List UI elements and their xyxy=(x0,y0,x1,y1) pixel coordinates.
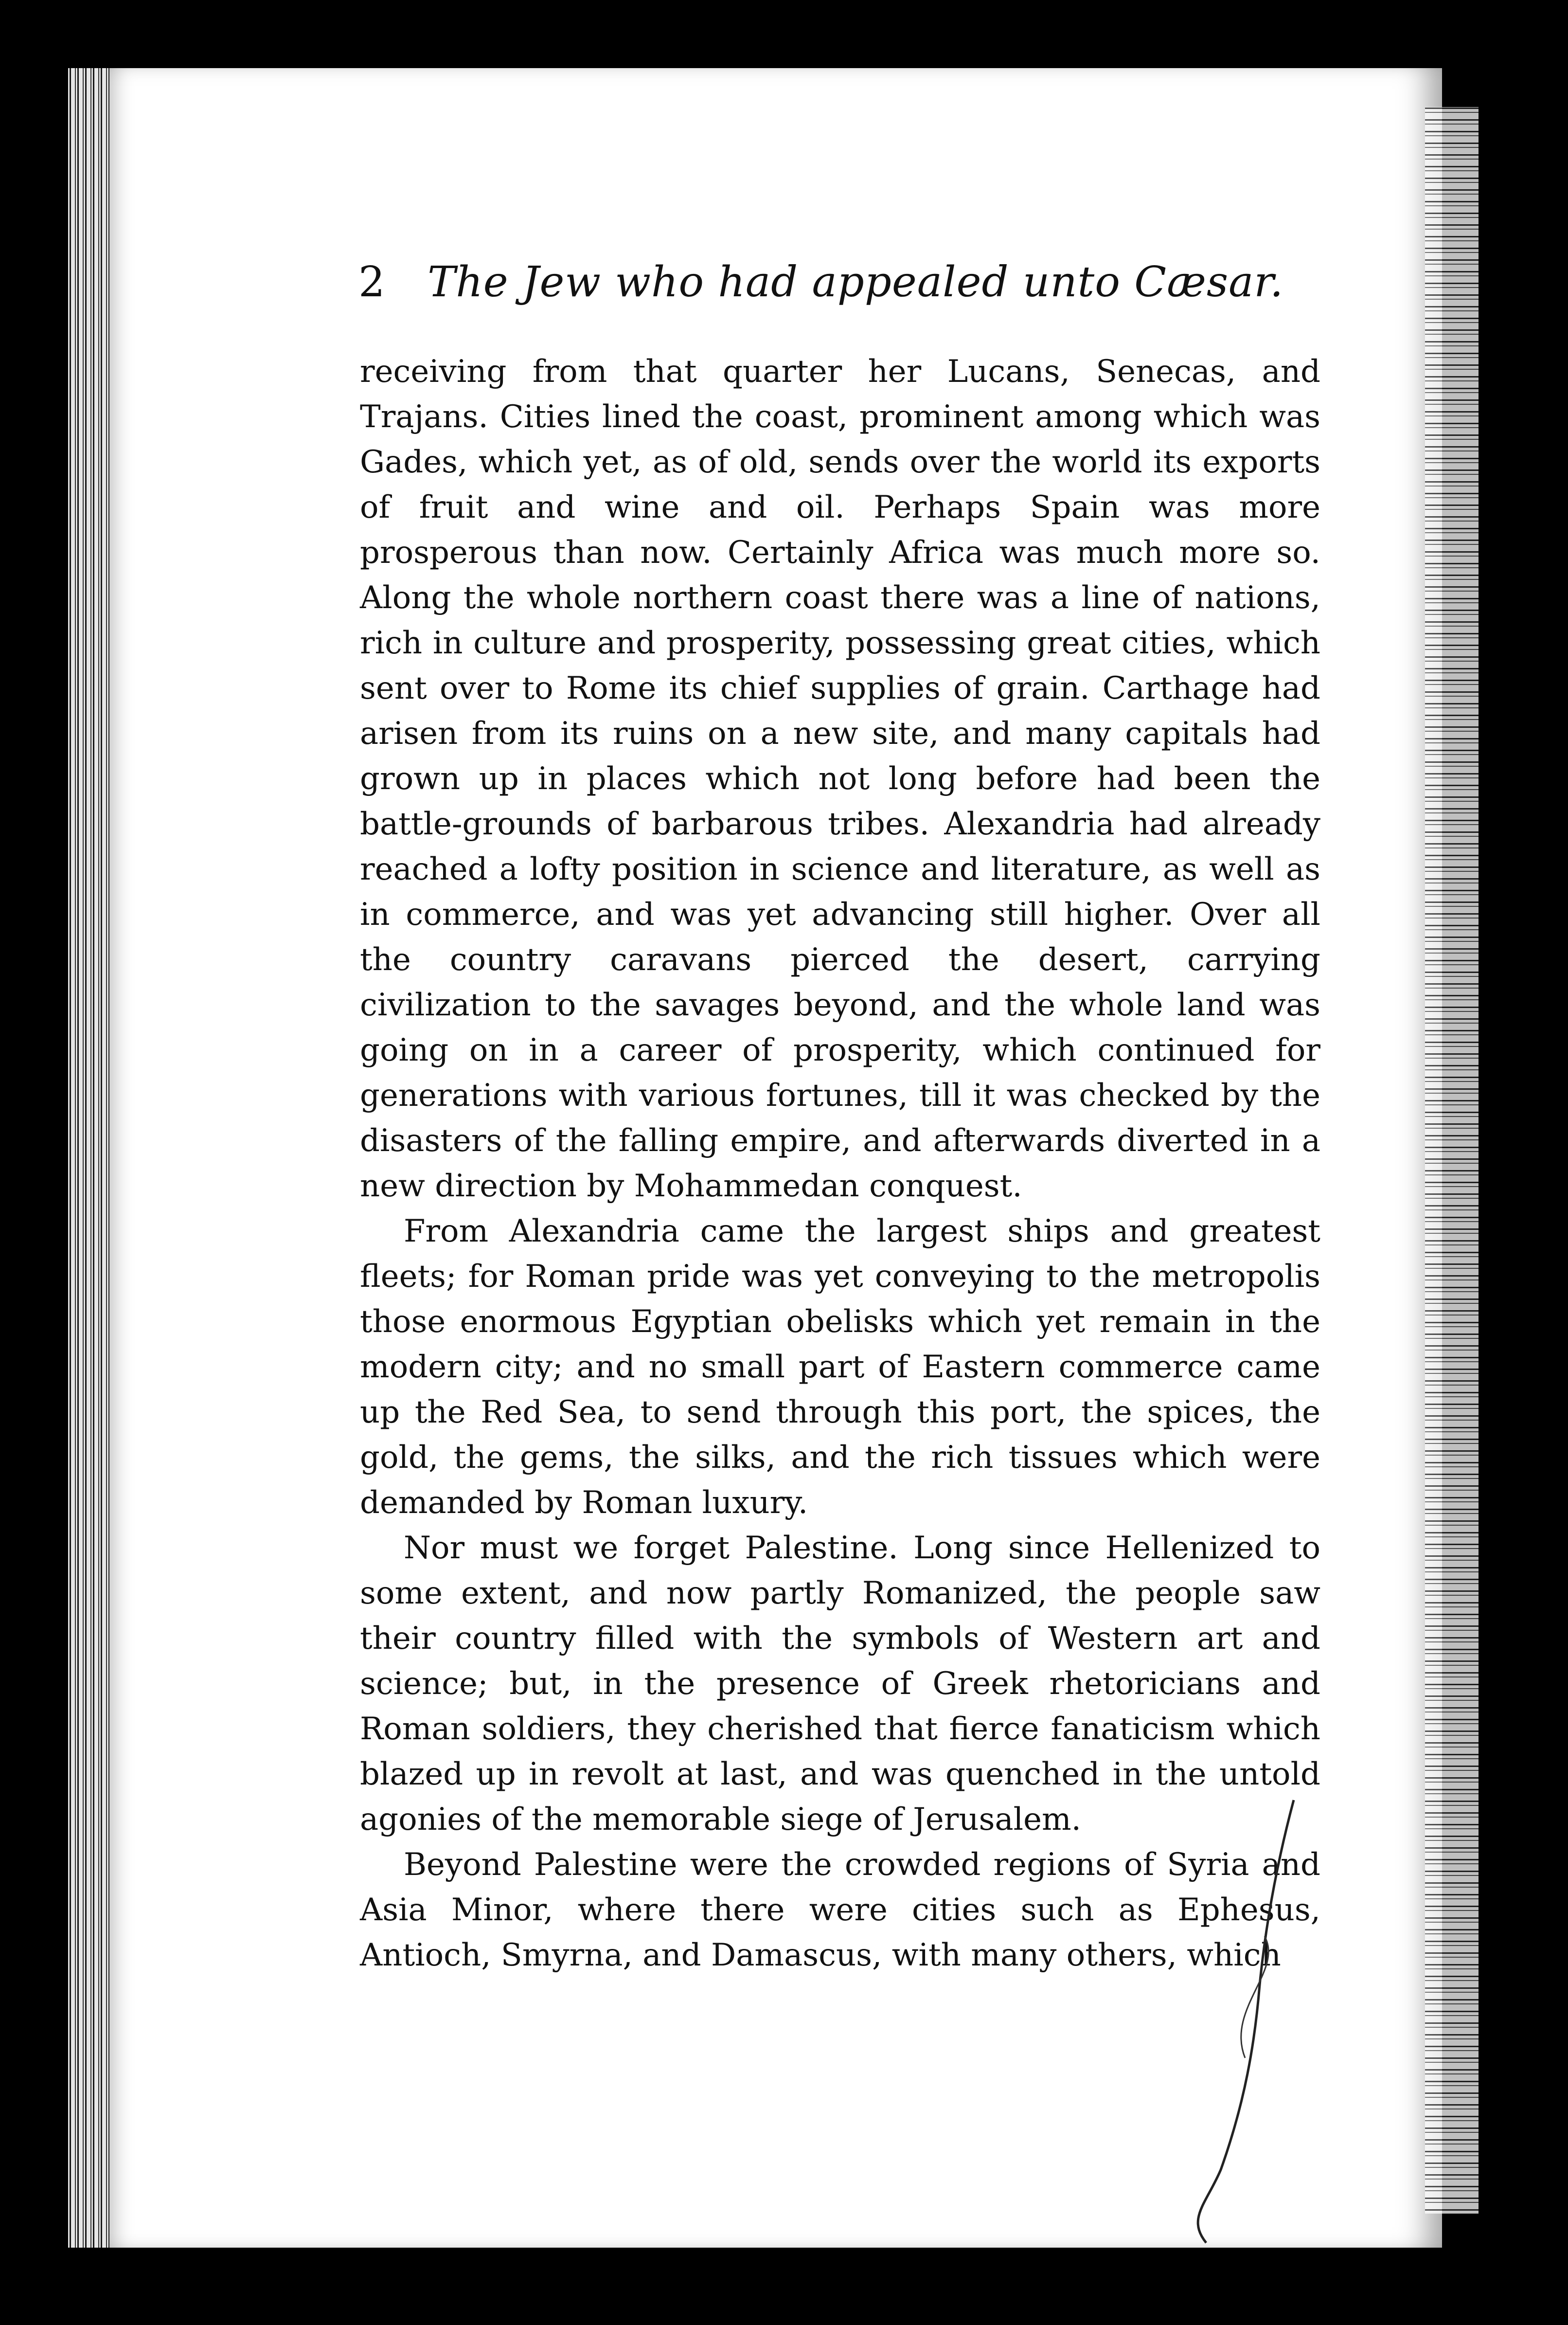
page-binding-edge xyxy=(68,68,112,2248)
page-fore-edge xyxy=(1425,107,1479,2214)
paragraph-2: From Alexandria came the largest ships and greatest fleets; for Roman pride was yet conveying to the metropolis those enormous Egyptian obelisks which yet remain in the modern city; and no small part of Eastern commerce came up the Red Sea, to send through this port, the spices, the gold, the gems, the silks, and the rich tissues which were demanded by Roman luxury. xyxy=(360,1213,1320,1521)
body-text xyxy=(360,349,1320,1978)
paragraph-4: Beyond Palestine were the crowded regions of Syria and Asia Minor, where there were cities such as Ephesus, Antioch, Smyrna, and Damascus, with many others, which xyxy=(360,1847,1320,1973)
page-number: 2 xyxy=(358,258,385,306)
running-header xyxy=(358,258,1380,316)
paragraph-1: receiving from that quarter her Lucans, Senecas, and Trajans. Cities lined the coast, prominent among which was Gades, which yet, as of old, sends over the world its exports of fruit and wine and oil. Perhaps Spain was more prosperous than now. Certainly Africa was much more so. Along the whole northern coast there was a line of nations, rich in culture and prosperity, possessing great cities, which sent over to Rome its chief supplies of grain. Carthage had arisen from its ruins on a new site, and many capitals had grown up in places which not long before had been the battle-grounds of barbarous tribes. Alexandria had already reached a lofty position in science and literature, as well as in commerce, and was yet advancing still higher. Over all the country caravans pierced the desert, carrying civilization to the savages beyond, and the whole land was going on in a career of prosperity, which continued for generations with various fortunes, till it was checked by the disasters of the falling empire, and afterwards diverted in a new direction by Mohammedan conquest. xyxy=(360,354,1320,1204)
paragraph-3: Nor must we forget Palestine. Long since Hellenized to some extent, and now partly Romanized, the people saw their country filled with the symbols of Western art and science; but, in the presence of Greek rhetoricians and Roman soldiers, they cherished that fierce fanaticism which blazed up in revolt at last, and was quenched in the untold agonies of the memorable siege of Jerusalem. xyxy=(360,1530,1320,1838)
running-title: The Jew who had appealed unto Cæsar. xyxy=(428,258,1284,306)
